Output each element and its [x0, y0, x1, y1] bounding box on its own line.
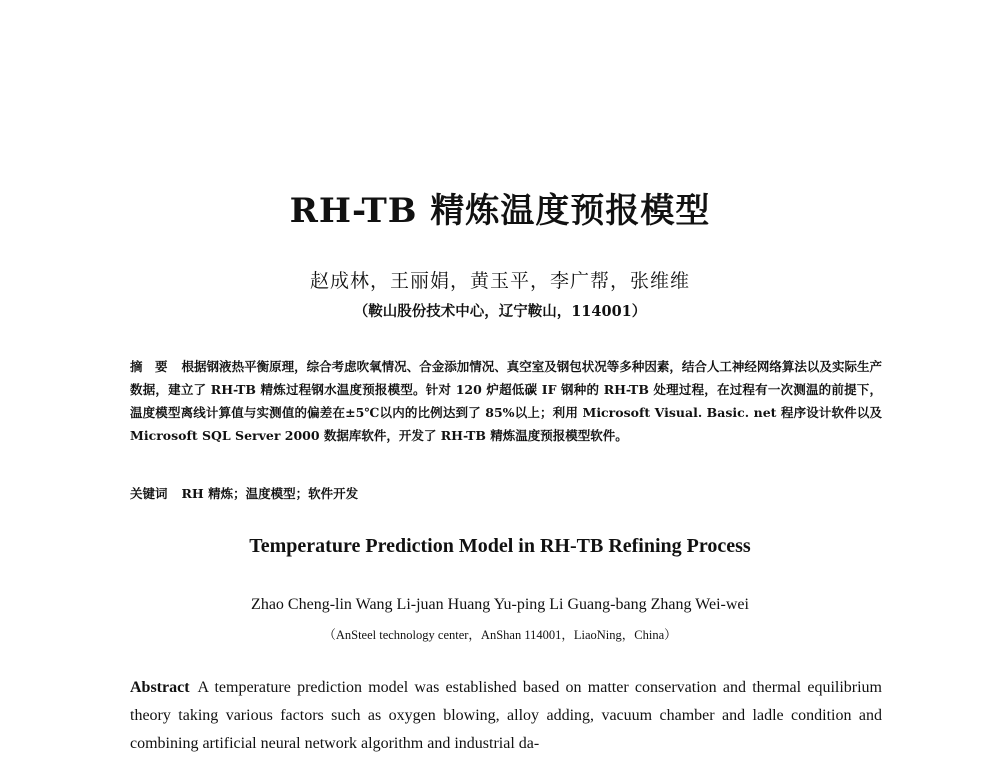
authors-cn: 赵成林，王丽娟，黄玉平，李广帮，张维维: [309, 270, 690, 292]
abstract-cn: [130, 355, 882, 447]
paper-title-cn: RH-TB 精炼温度预报模型: [289, 191, 711, 231]
paper-title-en: Temperature Prediction Model in RH-TB Refining Process: [249, 535, 751, 557]
affiliation-en: （AnSteel technology center，AnShan 114001，LiaoNing，China）: [323, 628, 677, 642]
keywords-label: 关键词: [130, 486, 168, 501]
abstract-en-label: Abstract: [130, 679, 190, 696]
authors-en: Zhao Cheng-lin Wang Li-juan Huang Yu-ping Li Guang-bang Zhang Wei-wei: [251, 596, 749, 613]
affiliation-cn: （鞍山股份技术中心，辽宁鞍山，114001）: [353, 303, 647, 320]
abstract-cn-label: 摘 要: [130, 359, 168, 374]
abstract-en: [130, 674, 882, 758]
abstract-en-text: A temperature prediction model was established based on matter conservation and thermal equilibrium theory taking various factors such as oxygen blowing, alloy adding, vacuum chamber and ladle condition and combining artificial neural network algorithm and industrial da-: [130, 679, 882, 752]
abstract-cn-text: 根据钢液热平衡原理，综合考虑吹氧情况、合金添加情况、真空室及钢包状况等多种因素，结合人工神经网络算法以及实际生产数据，建立了 RH-TB 精炼过程钢水温度预报模型。针对 120 炉超低碳 IF 钢种的 RH-TB 处理过程，在过程有一次测温的前提下，温度模型离线计算值与实测值的偏差在±5℃以内的比例达到了 85%以上；利用 Microsoft Visual. Basic. net 程序设计软件以及 Microsoft SQL Server 2000 数据库软件，开发了 RH-TB 精炼温度预报模型软件。: [130, 359, 882, 443]
keywords-text: RH 精炼；温度模型；软件开发: [181, 486, 359, 501]
keywords-cn: [130, 484, 882, 502]
